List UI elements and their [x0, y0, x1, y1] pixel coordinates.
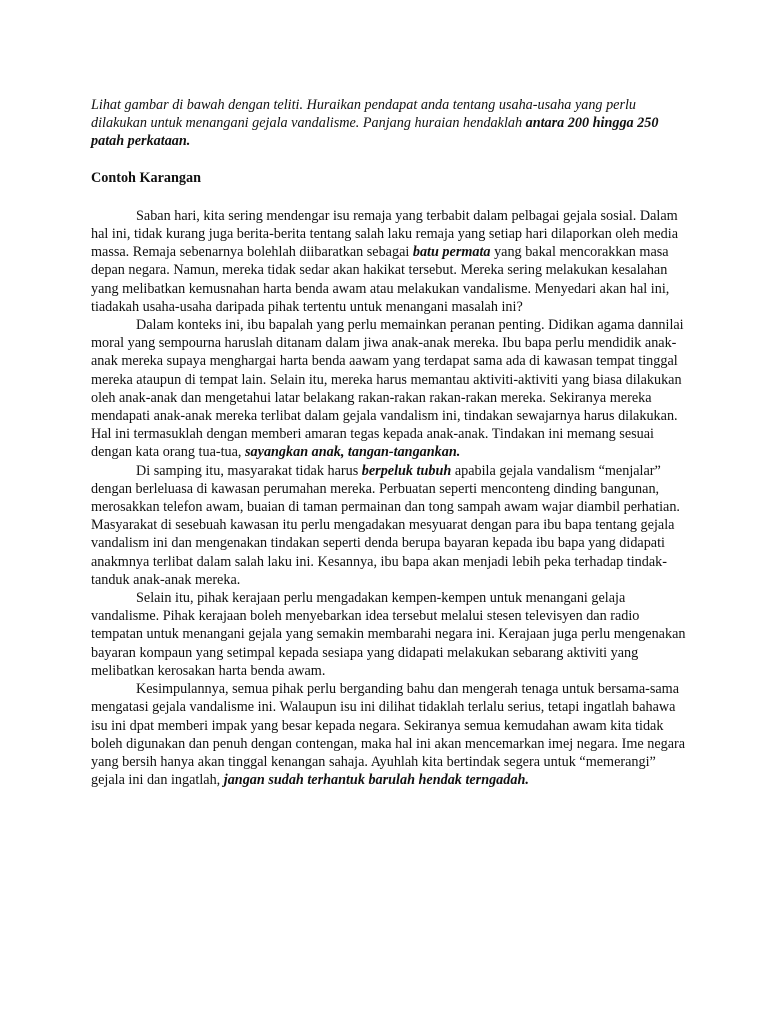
section-heading: Contoh Karangan — [91, 169, 201, 186]
paragraph-community — [91, 462, 690, 589]
paragraph-text: Di samping itu, masyarakat tidak harus — [136, 462, 362, 479]
paragraph-text: yang bakal mencorakkan masa depan negara. Namun, mereka tidak sedar akan hakikat tersebut. Mereka sering melakukan kesalahan yang melibatkan kemusnahan harta benda awam atau melakukan vandalisme. Menyedari akan hal ini, tiadakah usaha-usaha daripada pihak tertentu untuk menangani masalah ini? — [91, 244, 670, 315]
paragraph-text: Dalam konteks ini, ibu bapalah yang perlu memainkan peranan penting. Didikan agama dannilai moral yang sempourna haruslah ditanam dalam jiwa anak-anak mereka. Ibu bapa perlu mendidik anak-anak mereka supaya menghargai harta benda aawam yang terdapat sama ada di kawasan tempat tinggal mereka ataupun di tempat lain. Selain itu, mereka harus memantau aktiviti-aktiviti yang biasa dilakukan oleh anak-anak dan mengetahui latar belakang rakan-rakan rakan-rakan mereka. Sekiranya mereka mendapati anak-anak mereka terlibat dalam gejala vandalism ini, tindakan sewajarnya harus dilakukan. Hal ini termasuklah dengan memberi amaran tegas kepada anak-anak. Tindakan ini memang sesuai dengan kata orang tua-tua, — [91, 317, 684, 461]
prompt-text: Lihat gambar di bawah dengan teliti. Huraikan pendapat anda tentang usaha-usaha yang perlu dilakukan untuk menangani gejala vandalisme. Panjang huraian hendaklah — [91, 97, 637, 132]
paragraph-text: Saban hari, kita sering mendengar isu remaja yang terbabit dalam pelbagai gejala sosial. Dalam hal ini, tidak kurang juga berita-berita tentang salah laku remaja yang setiap hari dilaporkan oleh media massa. Remaja sebenarnya bolehlah diibaratkan sebagai — [91, 207, 678, 261]
paragraph-text: Kesimpulannya, semua pihak perlu berganding bahu dan mengerah tenaga untuk bersama-sama mengatasi gejala vandalisme ini. Walaupun isu ini dilihat tidaklah terlalu serius, tetapi ingatlah bahawa isu ini dpat memberi impak yang besar kepada negara. Sekiranya semua kemudahan awam kita tidak boleh digunakan dan penuh dengan contengan, maka hal ini akan mencemarkan imej negara. Ime negara yang bersih hanya akan tinggal kenangan sahaja. Ayuhlah kita bertindak segera untuk “memerangi” gejala ini dan ingatlah, — [91, 681, 686, 789]
paragraph-text: apabila gejala vandalism “menjalar” dengan berleluasa di kawasan perumahan mereka. Perbuatan seperti menconteng dinding bangunan, merosakkan telefon awam, buaian di taman permainan dan tong sampah awam wajar diambil perhatian. Masyarakat di sesebuah kawasan itu perlu mengadakan mesyuarat dengan para ibu bapa tentang gejala vandalism ini dan mengenakan tindakan seperti denda berupa bayaran kepada ibu bapa yang didapati anakmnya terlibat dalam salah laku ini. Kesannya, ibu bapa akan menjadi lebih peka terhadap tindak-tanduk anak-anak mereka. — [91, 462, 680, 588]
question-prompt — [91, 96, 690, 151]
emphasis-phrase: berpeluk tubuh — [361, 462, 452, 479]
paragraph-government — [91, 589, 690, 680]
emphasis-phrase: sayangkan anak, tangan-tangankan. — [245, 444, 461, 461]
paragraph-parents — [91, 316, 690, 462]
prompt-word-count: antara 200 hingga 250 patah perkataan. — [91, 115, 659, 150]
paragraph-introduction — [91, 207, 690, 316]
paragraph-conclusion — [91, 680, 690, 789]
essay-body — [91, 207, 690, 790]
paragraph-text: Selain itu, pihak kerajaan perlu mengadakan kempen-kempen untuk menangani gelaja vandalisme. Pihak kerajaan boleh menyebarkan idea tersebut melalui stesen televisyen dan radio tempatan untuk menangani gejala yang semakin membarahi negara ini. Kerajaan juga perlu mengenakan bayaran kompaun yang setimpal kepada sesiapa yang didapati melakukan sebarang aktiviti yang melibatkan kerosakan harta benda awam. — [91, 590, 686, 679]
emphasis-phrase: jangan sudah terhantuk barulah hendak terngadah. — [223, 772, 529, 789]
emphasis-phrase: batu permata — [412, 244, 491, 261]
